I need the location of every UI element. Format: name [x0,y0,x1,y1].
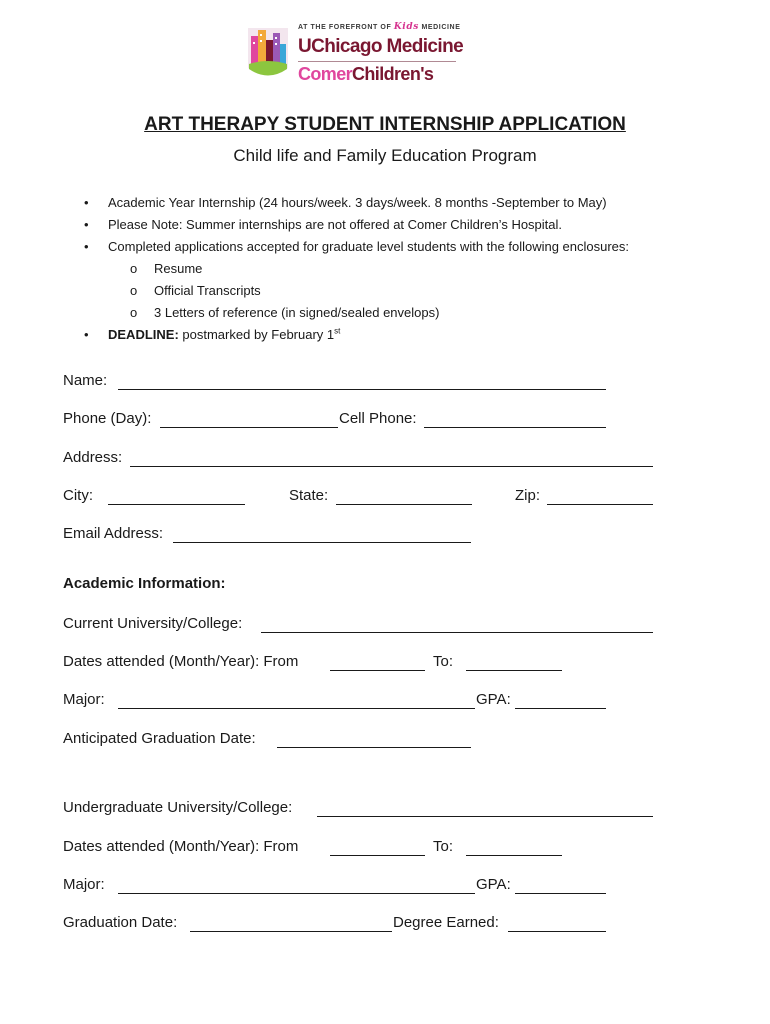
deadline-item [84,324,734,346]
anticipated-grad-field[interactable] [277,747,471,748]
to-date-field-1[interactable] [466,670,562,671]
cell-phone-label: Cell Phone: [339,410,417,427]
gpa-label: GPA: [476,876,511,893]
bullet-icon: • [84,217,89,232]
major-label: Major: [63,876,105,893]
zip-label: Zip: [515,487,541,504]
bullet-icon: • [84,327,89,342]
address-field[interactable] [130,466,653,467]
current-university-field[interactable] [261,632,653,633]
city-skyline-logo-icon [246,20,290,82]
gpa-field-2[interactable] [515,893,606,894]
major-label: Major: [63,691,105,708]
email-field[interactable] [173,542,471,543]
name-field[interactable] [118,389,606,390]
academic-heading: Academic Information: [63,575,226,592]
degree-earned-label: Degree Earned: [393,914,499,931]
phone-day-label: Phone (Day): [63,410,152,427]
dates-attended-label: Dates attended (Month/Year): From [63,838,299,855]
city-label: City: [63,487,93,504]
anticipated-grad-label: Anticipated Graduation Date: [63,730,256,747]
address-label: Address: [63,449,123,466]
state-field[interactable] [336,504,472,505]
name-label: Name: [63,372,108,389]
requirements-list [84,192,734,346]
city-field[interactable] [108,504,245,505]
degree-earned-field[interactable] [508,931,606,932]
to-label: To: [433,838,454,855]
enclosure-item: o Official Transcripts [84,280,734,302]
email-label: Email Address: [63,525,164,542]
logo-tagline: AT THE FOREFRONT OF Kids MEDICINE [298,22,461,32]
logo-comer-childrens: ComerChildren's [298,64,434,84]
undergrad-university-field[interactable] [317,816,653,817]
page-subtitle: Child life and Family Education Program [233,146,537,165]
to-date-field-2[interactable] [466,855,562,856]
list-item: • Academic Year Internship (24 hours/week. 3 days/week. 8 months -September to May) [84,192,734,214]
from-date-field-1[interactable] [330,670,425,671]
undergrad-university-label: Undergraduate University/College: [63,799,293,816]
phone-day-field[interactable] [160,427,338,428]
deadline-text: postmarked by February 1 [182,327,335,342]
grad-date-field[interactable] [190,931,392,932]
enclosure-item: o 3 Letters of reference (in signed/sealed envelops) [84,302,734,324]
bullet-icon: • [84,239,89,254]
gpa-field-1[interactable] [515,708,606,709]
enclosure-item: o Resume [84,258,734,280]
major-field-2[interactable] [118,893,475,894]
zip-field[interactable] [547,504,653,505]
major-field-1[interactable] [118,708,475,709]
cell-phone-field[interactable] [424,427,606,428]
logo-uchicago-medicine: UChicago Medicine [298,36,464,57]
from-date-field-2[interactable] [330,855,425,856]
current-university-label: Current University/College: [63,615,243,632]
gpa-label: GPA: [476,691,511,708]
uchicago-comer-logo [246,20,466,86]
dates-attended-label: Dates attended (Month/Year): From [63,653,299,670]
circle-bullet-icon: o [130,305,138,320]
deadline-label: DEADLINE: [108,327,179,342]
deadline-sup: st [334,326,341,336]
logo-divider [298,61,456,62]
to-label: To: [433,653,454,670]
list-item: • Completed applications accepted for graduate level students with the following enclosures: [84,236,734,258]
grad-date-label: Graduation Date: [63,914,178,931]
page-title: ART THERAPY STUDENT INTERNSHIP APPLICATION [144,114,626,135]
list-item: • Please Note: Summer internships are not offered at Comer Children’s Hospital. [84,214,734,236]
circle-bullet-icon: o [130,261,138,276]
bullet-icon: • [84,195,89,210]
circle-bullet-icon: o [130,283,138,298]
state-label: State: [289,487,329,504]
